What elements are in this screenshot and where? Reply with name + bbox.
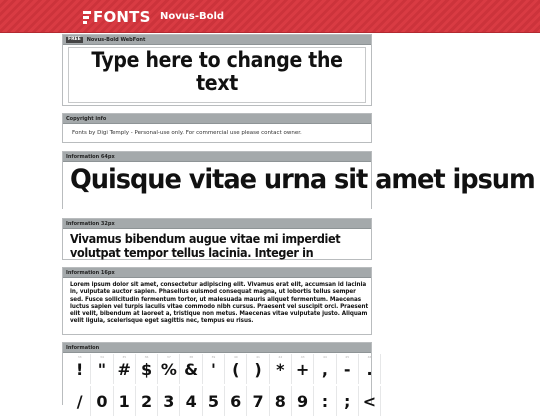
tester-text: Type here to change the text	[91, 48, 343, 95]
glyph-code: 46	[367, 355, 372, 359]
glyph-row-1	[69, 354, 381, 384]
glyph-char: 6	[230, 392, 242, 411]
glyph-cell	[136, 354, 158, 384]
glyph-cell	[158, 386, 180, 416]
site-logo[interactable]	[83, 9, 151, 25]
tester-panel-title: Novus-Bold WebFont	[86, 36, 146, 43]
sample-32px-title: Information 32px	[66, 220, 115, 227]
glyph-char: *	[276, 360, 285, 379]
glyph-char: #	[117, 360, 131, 379]
glyph-code: 40	[233, 355, 238, 359]
glyph-map-header	[63, 343, 371, 353]
glyph-code: 39	[211, 355, 216, 359]
logo-mark-icon	[83, 11, 91, 24]
glyph-char: 9	[297, 392, 309, 411]
glyph-cell	[270, 354, 292, 384]
glyph-char: 4	[185, 392, 197, 411]
tester-panel-header	[63, 35, 371, 45]
glyph-cell	[292, 386, 314, 416]
free-badge: FREE	[68, 36, 81, 42]
glyph-cell	[180, 386, 202, 416]
glyph-code: 44	[323, 355, 327, 359]
glyph-cell	[180, 354, 202, 384]
glyph-cell	[337, 354, 359, 384]
glyph-char: :	[321, 392, 329, 411]
glyph-char: 8	[274, 392, 286, 411]
logo-text: FONTS	[93, 8, 151, 26]
glyph-cell	[136, 386, 158, 416]
sample-64px-title: Information 64px	[66, 153, 115, 160]
glyph-map-panel	[62, 342, 377, 411]
glyph-char: "	[97, 360, 107, 379]
glyph-code: 36	[144, 355, 149, 359]
glyph-char: &	[184, 360, 199, 379]
glyph-char: 2	[140, 392, 153, 411]
glyph-code: 38	[189, 355, 194, 359]
glyph-cell	[337, 386, 359, 416]
glyph-cell	[69, 386, 91, 416]
glyph-cell	[91, 386, 113, 416]
sample-16px-panel	[62, 267, 372, 335]
glyph-code: 34	[100, 355, 104, 359]
glyph-cell	[203, 386, 225, 416]
glyph-char: '	[210, 360, 216, 379]
glyph-char: 0	[96, 392, 108, 411]
sample-16px-text: Lorem ipsum dolor sit amet, consectetur adipiscing elit. Vivamus erat elit, accumsan id lacinia in, vulputate auctor sapien. Phasellus euismod consequat magna, ut lobortis tellus semper sed. Fusce sollicitudin fermentum tortor, ut malesuada mauris aliquet fermentum. Maecenas luctus sapien vel turpis iaculis vitae commodo nibh cursus. Praesent vel suscipit orci. Praesent elit velit, bibendum at laoreet a, tristique non metus. Maecenas vitae vulputate justo. Aliquam velit ligula, scelerisque eget sagittis nec, tempus eu risus.	[70, 280, 369, 325]
sample-64px-header	[63, 152, 371, 162]
sample-32px-header	[63, 219, 371, 229]
glyph-code: 35	[122, 355, 127, 359]
sample-32px-text: Vivamus bibendum augue vitae mi imperdiet volutpat tempor tellus lacinia. Integer in	[70, 231, 341, 260]
glyph-cell	[247, 354, 269, 384]
glyph-char: 1	[118, 392, 130, 411]
glyph-char: (	[232, 360, 240, 379]
glyph-code: 43	[300, 355, 305, 359]
glyph-cell	[91, 354, 113, 384]
glyph-cell	[114, 354, 136, 384]
tester-text-input[interactable]	[68, 47, 366, 103]
glyph-cell	[69, 354, 91, 384]
glyph-cell	[203, 354, 225, 384]
glyph-cell	[292, 354, 314, 384]
glyph-cell	[314, 354, 336, 384]
copyright-panel	[62, 113, 372, 143]
glyph-char: ;	[344, 392, 351, 411]
glyph-char: +	[295, 360, 310, 379]
glyph-char: 5	[207, 392, 219, 411]
glyph-cell	[270, 386, 292, 416]
glyph-char: %	[160, 360, 177, 379]
glyph-cell	[314, 386, 336, 416]
font-tester-panel	[62, 34, 372, 106]
glyph-map-title: Information	[66, 344, 100, 351]
glyph-cell	[225, 354, 247, 384]
font-name-title: Novus-Bold	[160, 11, 225, 22]
glyph-code: 33	[77, 355, 82, 359]
sample-16px-title: Information 16px	[66, 269, 115, 276]
sample-16px-header	[63, 268, 371, 278]
glyph-char: )	[254, 360, 262, 379]
copyright-text: Fonts by Digi Temply - Personal-use only. For commercial use please contact owner.	[72, 130, 302, 136]
site-header	[0, 0, 540, 33]
glyph-char: -	[343, 360, 351, 379]
glyph-char: !	[76, 360, 84, 379]
glyph-code: 45	[345, 355, 350, 359]
glyph-char: $	[140, 360, 153, 379]
glyph-cell	[359, 386, 381, 416]
glyph-cell	[225, 386, 247, 416]
glyph-code: 41	[256, 355, 260, 359]
glyph-cell	[158, 354, 180, 384]
glyph-code: 37	[166, 355, 171, 359]
copyright-panel-title: Copyright info	[66, 115, 107, 122]
glyph-row-2	[69, 386, 381, 416]
sample-64px-panel	[62, 151, 535, 209]
sample-32px-panel	[62, 218, 372, 260]
glyph-char: .	[366, 360, 373, 379]
copyright-panel-header	[63, 114, 371, 124]
glyph-cell	[114, 386, 136, 416]
glyph-char: ,	[321, 360, 328, 379]
glyph-char: 3	[163, 392, 175, 411]
glyph-char: 7	[252, 392, 264, 411]
sample-64px-text: Quisque vitae urna sit amet ipsum	[70, 164, 535, 195]
glyph-char: /	[76, 392, 83, 411]
glyph-cell	[247, 386, 269, 416]
glyph-char: <	[362, 392, 377, 411]
glyph-code: 42	[278, 355, 283, 359]
glyph-cell	[359, 354, 381, 384]
